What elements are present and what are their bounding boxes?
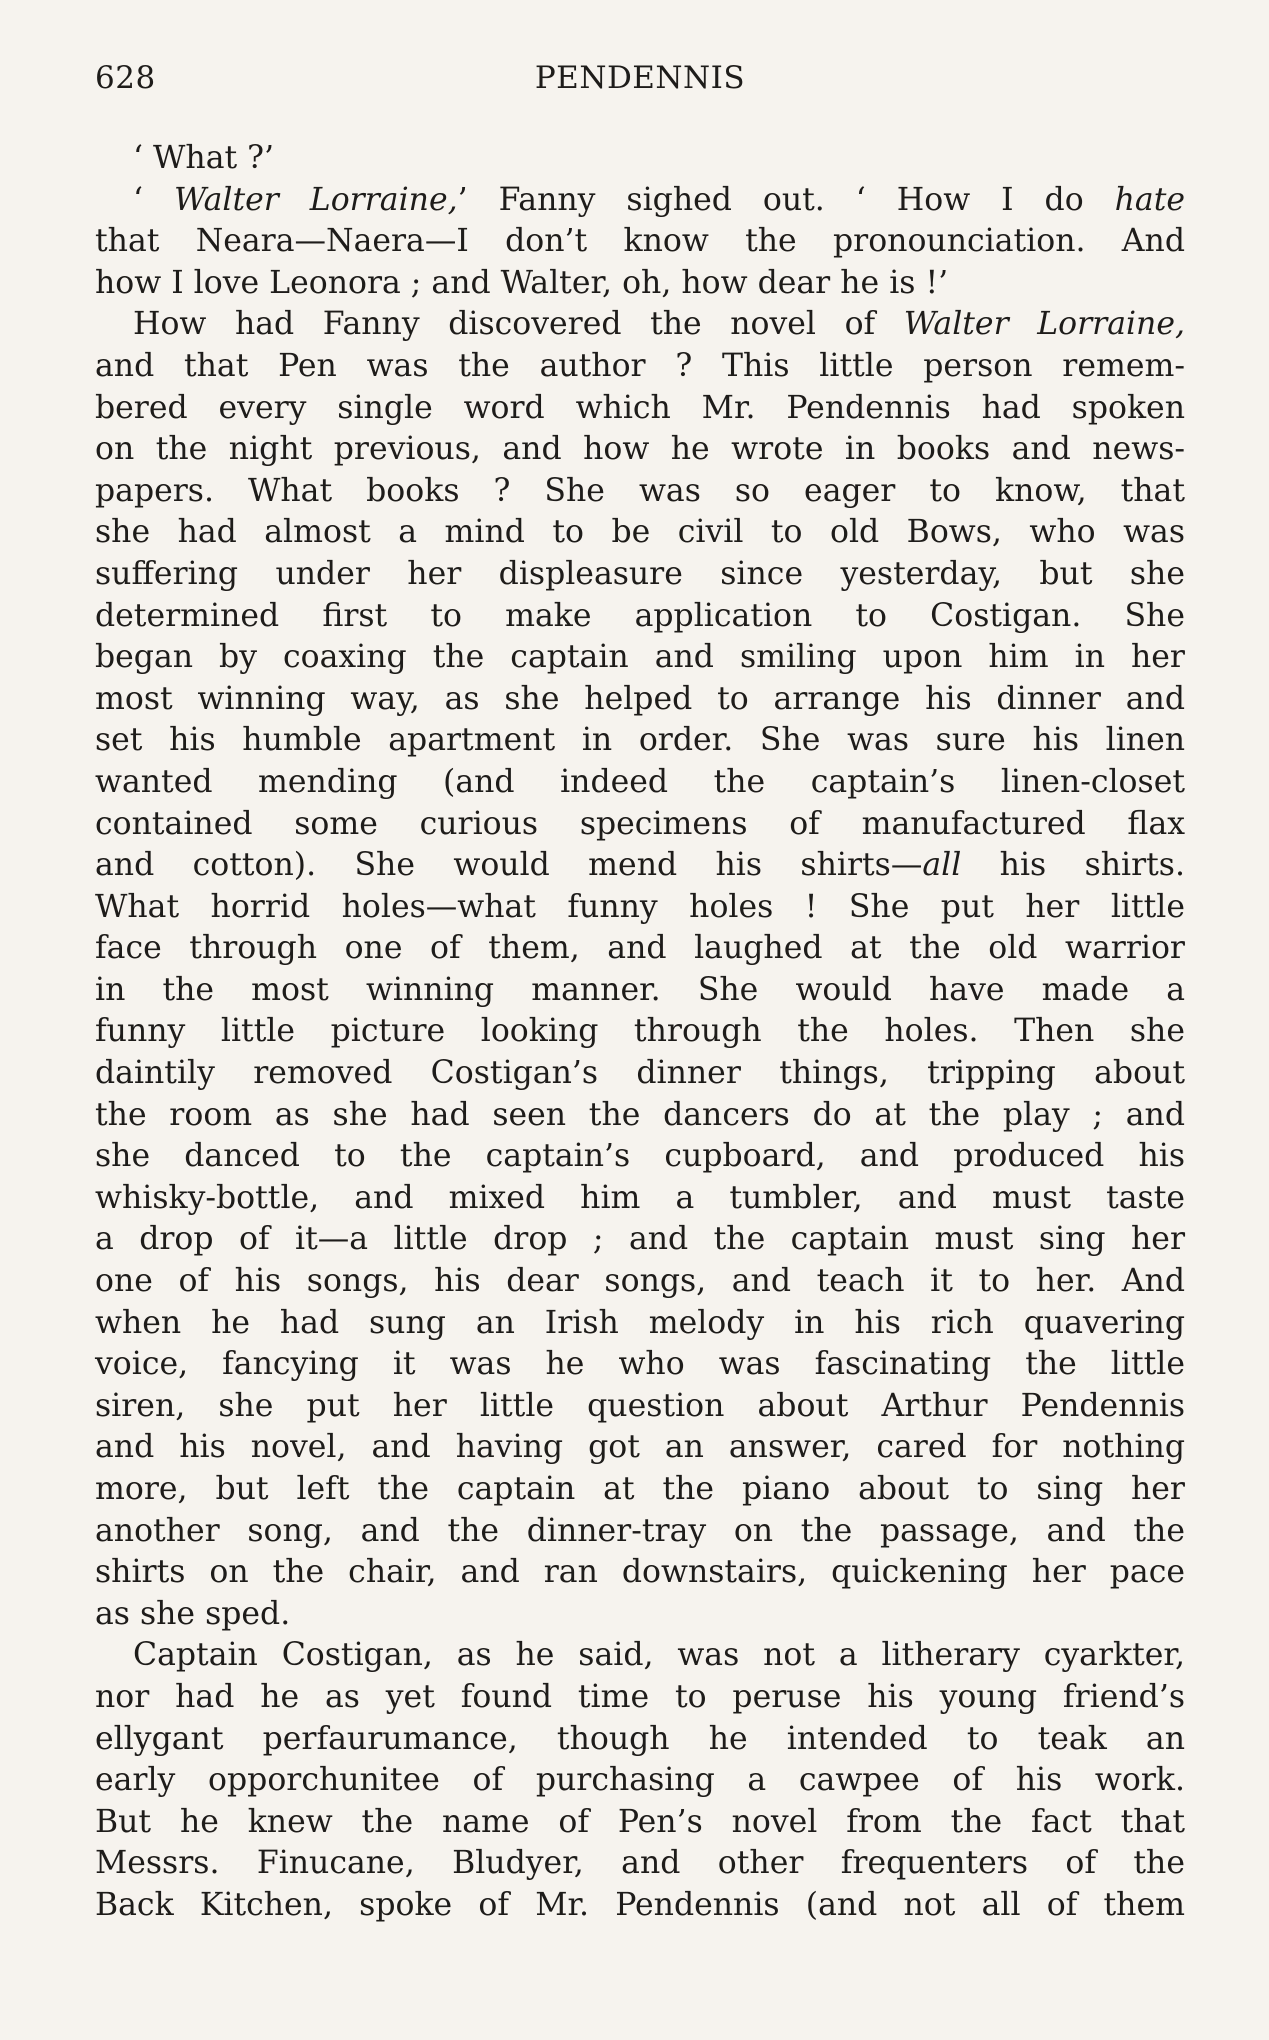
- text-line: [95, 679, 1185, 721]
- text-line: [95, 429, 1185, 471]
- text-line: [95, 845, 1185, 887]
- text-line: [95, 138, 1185, 180]
- italic-text-segment: Walter Lorraine,: [903, 306, 1185, 343]
- text-segment: determined first to make application to Costigan. She: [95, 597, 1185, 634]
- italic-text-segment: Walter Lorraine,: [173, 181, 458, 218]
- text-line: [95, 1303, 1185, 1345]
- text-line: [95, 471, 1185, 513]
- text-segment: shirts on the chair, and ran downstairs, quickening her pace: [95, 1554, 1185, 1591]
- text-line: [95, 263, 1185, 305]
- text-segment: how I love Leonora ; and Walter, oh, how dear he is !’: [95, 264, 949, 301]
- text-line: [95, 1011, 1185, 1053]
- text-segment: wanted mending (and indeed the captain’s linen-closet: [95, 763, 1185, 800]
- text-line: [95, 221, 1185, 263]
- text-line: [95, 637, 1185, 679]
- text-segment: and cotton). She would mend his shirts—: [95, 847, 923, 884]
- text-segment: his shirts.: [961, 847, 1185, 884]
- text-line: [95, 804, 1185, 846]
- text-segment: she had almost a mind to be civil to old Bows, who was: [95, 514, 1185, 551]
- page-header: [95, 60, 1185, 106]
- text-line: [95, 1511, 1185, 1553]
- text-line: [95, 304, 1185, 346]
- text-line: [95, 180, 1185, 222]
- text-segment: the room as she had seen the dancers do at the play ; and: [95, 1096, 1185, 1133]
- text-segment: and his novel, and having got an answer, cared for nothing: [95, 1429, 1185, 1466]
- text-line: [95, 720, 1185, 762]
- text-line: [95, 1843, 1185, 1885]
- text-segment: voice, fancying it was he who was fascinating the little: [95, 1346, 1185, 1383]
- italic-text-segment: all: [922, 847, 962, 884]
- text-segment: ‘ What ?’: [133, 140, 275, 176]
- text-segment: in the most winning manner. She would have made a: [95, 971, 1185, 1008]
- text-segment: contained some curious specimens of manufactured flax: [95, 805, 1185, 842]
- text-line: [95, 1386, 1185, 1428]
- text-line: [95, 1594, 1185, 1636]
- text-segment: ellygant perfaurumance, though he intended to teak an: [95, 1720, 1185, 1757]
- text-line: [95, 928, 1185, 970]
- text-segment: more, but left the captain at the piano about to sing her: [95, 1471, 1185, 1507]
- text-segment: funny little picture looking through the holes. Then she: [95, 1013, 1185, 1050]
- text-line: [95, 1427, 1185, 1469]
- text-line: [95, 1344, 1185, 1386]
- text-segment: Captain Costigan, as he said, was not a litherary cyarkter,: [133, 1637, 1185, 1674]
- text-line: [95, 1635, 1185, 1677]
- italic-text-segment: hate: [1114, 181, 1185, 218]
- text-segment: ’ Fanny sighed out. ‘ How I do: [457, 181, 1115, 218]
- text-segment: nor had he as yet found time to peruse his young friend’s: [95, 1678, 1185, 1715]
- text-line: [95, 1178, 1185, 1220]
- text-line: [95, 1719, 1185, 1761]
- text-segment: But he knew the name of Pen’s novel from the fact that: [95, 1803, 1185, 1840]
- text-line: [95, 554, 1185, 596]
- text-segment: early opporchunitee of purchasing a cawpee of his work.: [95, 1762, 1185, 1799]
- text-line: [95, 596, 1185, 638]
- text-segment: when he had sung an Irish melody in his rich quavering: [95, 1304, 1185, 1341]
- text-segment: most winning way, as she helped to arrange his dinner and: [95, 680, 1185, 717]
- text-segment: another song, and the dinner-tray on the passage, and the: [95, 1512, 1185, 1549]
- text-line: [95, 388, 1185, 430]
- text-segment: a drop of it—a little drop ; and the captain must sing her: [95, 1221, 1185, 1258]
- text-segment: What horrid holes—what funny holes ! She put her little: [95, 888, 1185, 925]
- text-line: [95, 762, 1185, 804]
- text-segment: suffering under her displeasure since yesterday, but she: [95, 555, 1185, 592]
- text-line: [95, 1095, 1185, 1137]
- text-line: [95, 1552, 1185, 1594]
- text-line: [95, 970, 1185, 1012]
- text-segment: daintily removed Costigan’s dinner things, tripping about: [95, 1055, 1185, 1092]
- running-title: PENDENNIS: [534, 60, 746, 96]
- text-line: [95, 1885, 1185, 1927]
- text-segment: and that Pen was the author ? This little person remem-: [95, 347, 1185, 384]
- text-line: [95, 1760, 1185, 1802]
- text-segment: began by coaxing the captain and smiling upon him in her: [95, 639, 1185, 676]
- text-segment: papers. What books ? She was so eager to know, that: [95, 472, 1185, 509]
- text-line: [95, 1219, 1185, 1261]
- text-segment: Back Kitchen, spoke of Mr. Pendennis (and not all of them: [95, 1886, 1185, 1923]
- body-text: [95, 138, 1185, 1927]
- text-line: [95, 1053, 1185, 1095]
- text-segment: as she sped.: [95, 1595, 291, 1632]
- text-segment: face through one of them, and laughed at the old warrior: [95, 930, 1185, 967]
- text-segment: bered every single word which Mr. Pendennis had spoken: [95, 389, 1185, 426]
- text-segment: one of his songs, his dear songs, and teach it to her. And: [95, 1263, 1185, 1300]
- text-line: [95, 512, 1185, 554]
- text-segment: that Neara—Naera—I don’t know the pronounciation. And: [95, 223, 1185, 260]
- text-segment: she danced to the captain’s cupboard, and produced his: [95, 1138, 1185, 1175]
- text-segment: Messrs. Finucane, Bludyer, and other frequenters of the: [95, 1845, 1185, 1882]
- text-line: [95, 346, 1185, 388]
- text-segment: set his humble apartment in order. She was sure his linen: [95, 722, 1185, 759]
- text-line: [95, 1261, 1185, 1303]
- text-line: [95, 1136, 1185, 1178]
- text-segment: ‘: [133, 181, 174, 218]
- text-segment: siren, she put her little question about Arthur Pendennis: [95, 1387, 1185, 1424]
- text-line: [95, 1677, 1185, 1719]
- text-segment: on the night previous, and how he wrote in books and news-: [95, 431, 1185, 468]
- text-segment: How had Fanny discovered the novel of: [133, 306, 904, 343]
- text-line: [95, 887, 1185, 929]
- text-line: [95, 1802, 1185, 1844]
- text-segment: whisky-bottle, and mixed him a tumbler, and must taste: [95, 1179, 1185, 1216]
- page-number: 628: [95, 60, 156, 96]
- text-line: [95, 1469, 1185, 1511]
